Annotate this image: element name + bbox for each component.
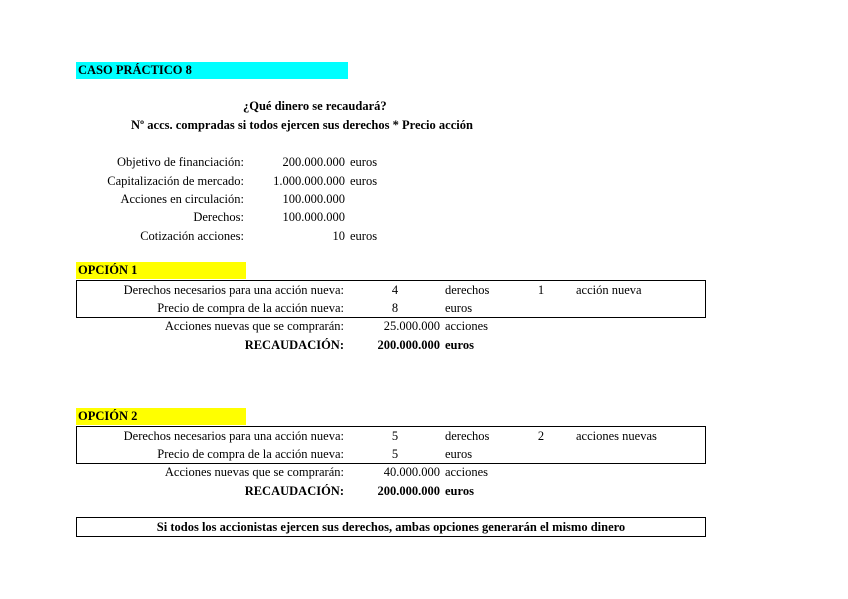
shares-value: 40.000.000 [383, 465, 440, 479]
param-unit: euros [350, 155, 378, 169]
new-shares-count: 2 [537, 429, 545, 443]
param-label: Derechos: [193, 210, 244, 224]
param-label: Objetivo de financiación: [116, 155, 244, 169]
collection-unit: euros [445, 338, 474, 352]
rights-label: Derechos necesarios para una acción nueva: [123, 283, 344, 297]
shares-unit: acciones [445, 319, 489, 333]
param-value: 100.000.000 [282, 192, 345, 206]
price-label: Precio de compra de la acción nueva: [157, 301, 344, 315]
rights-value: 5 [391, 429, 399, 443]
rights-value: 4 [391, 283, 399, 297]
price-unit: euros [445, 301, 473, 315]
param-value: 1.000.000.000 [273, 174, 345, 188]
collection-label: RECAUDACIÓN: [244, 338, 344, 352]
param-value: 10 [332, 229, 345, 243]
price-value: 8 [391, 301, 399, 315]
formula-text: Nº accs. compradas si todos ejercen sus derechos * Precio acción [131, 118, 473, 132]
collection-value: 200.000.000 [377, 484, 440, 498]
case-title: CASO PRÁCTICO 8 [76, 62, 348, 79]
param-value: 100.000.000 [282, 210, 345, 224]
shares-label: Acciones nuevas que se comprarán: [164, 319, 344, 333]
collection-value: 200.000.000 [377, 338, 440, 352]
param-label: Acciones en circulación: [120, 192, 244, 206]
rights-unit: derechos [445, 283, 490, 297]
collection-label: RECAUDACIÓN: [244, 484, 344, 498]
rights-label: Derechos necesarios para una acción nueva: [123, 429, 344, 443]
rights-unit: derechos [445, 429, 490, 443]
price-label: Precio de compra de la acción nueva: [157, 447, 344, 461]
option-1-heading: OPCIÓN 1 [76, 262, 246, 279]
param-unit: euros [350, 174, 378, 188]
price-unit: euros [445, 447, 473, 461]
new-shares-count: 1 [537, 283, 545, 297]
param-label: Capitalización de mercado: [107, 174, 244, 188]
shares-value: 25.000.000 [383, 319, 440, 333]
param-unit: euros [350, 229, 378, 243]
price-value: 5 [391, 447, 399, 461]
collection-unit: euros [445, 484, 474, 498]
question-heading: ¿Qué dinero se recaudará? [243, 99, 387, 113]
new-shares-label: acción nueva [576, 283, 642, 297]
param-value: 200.000.000 [282, 155, 345, 169]
param-label: Cotización acciones: [140, 229, 244, 243]
option-2-heading: OPCIÓN 2 [76, 408, 246, 425]
shares-label: Acciones nuevas que se comprarán: [164, 465, 344, 479]
conclusion-text: Si todos los accionistas ejercen sus derechos, ambas opciones generarán el mismo dinero [156, 520, 626, 534]
new-shares-label: acciones nuevas [576, 429, 657, 443]
shares-unit: acciones [445, 465, 489, 479]
